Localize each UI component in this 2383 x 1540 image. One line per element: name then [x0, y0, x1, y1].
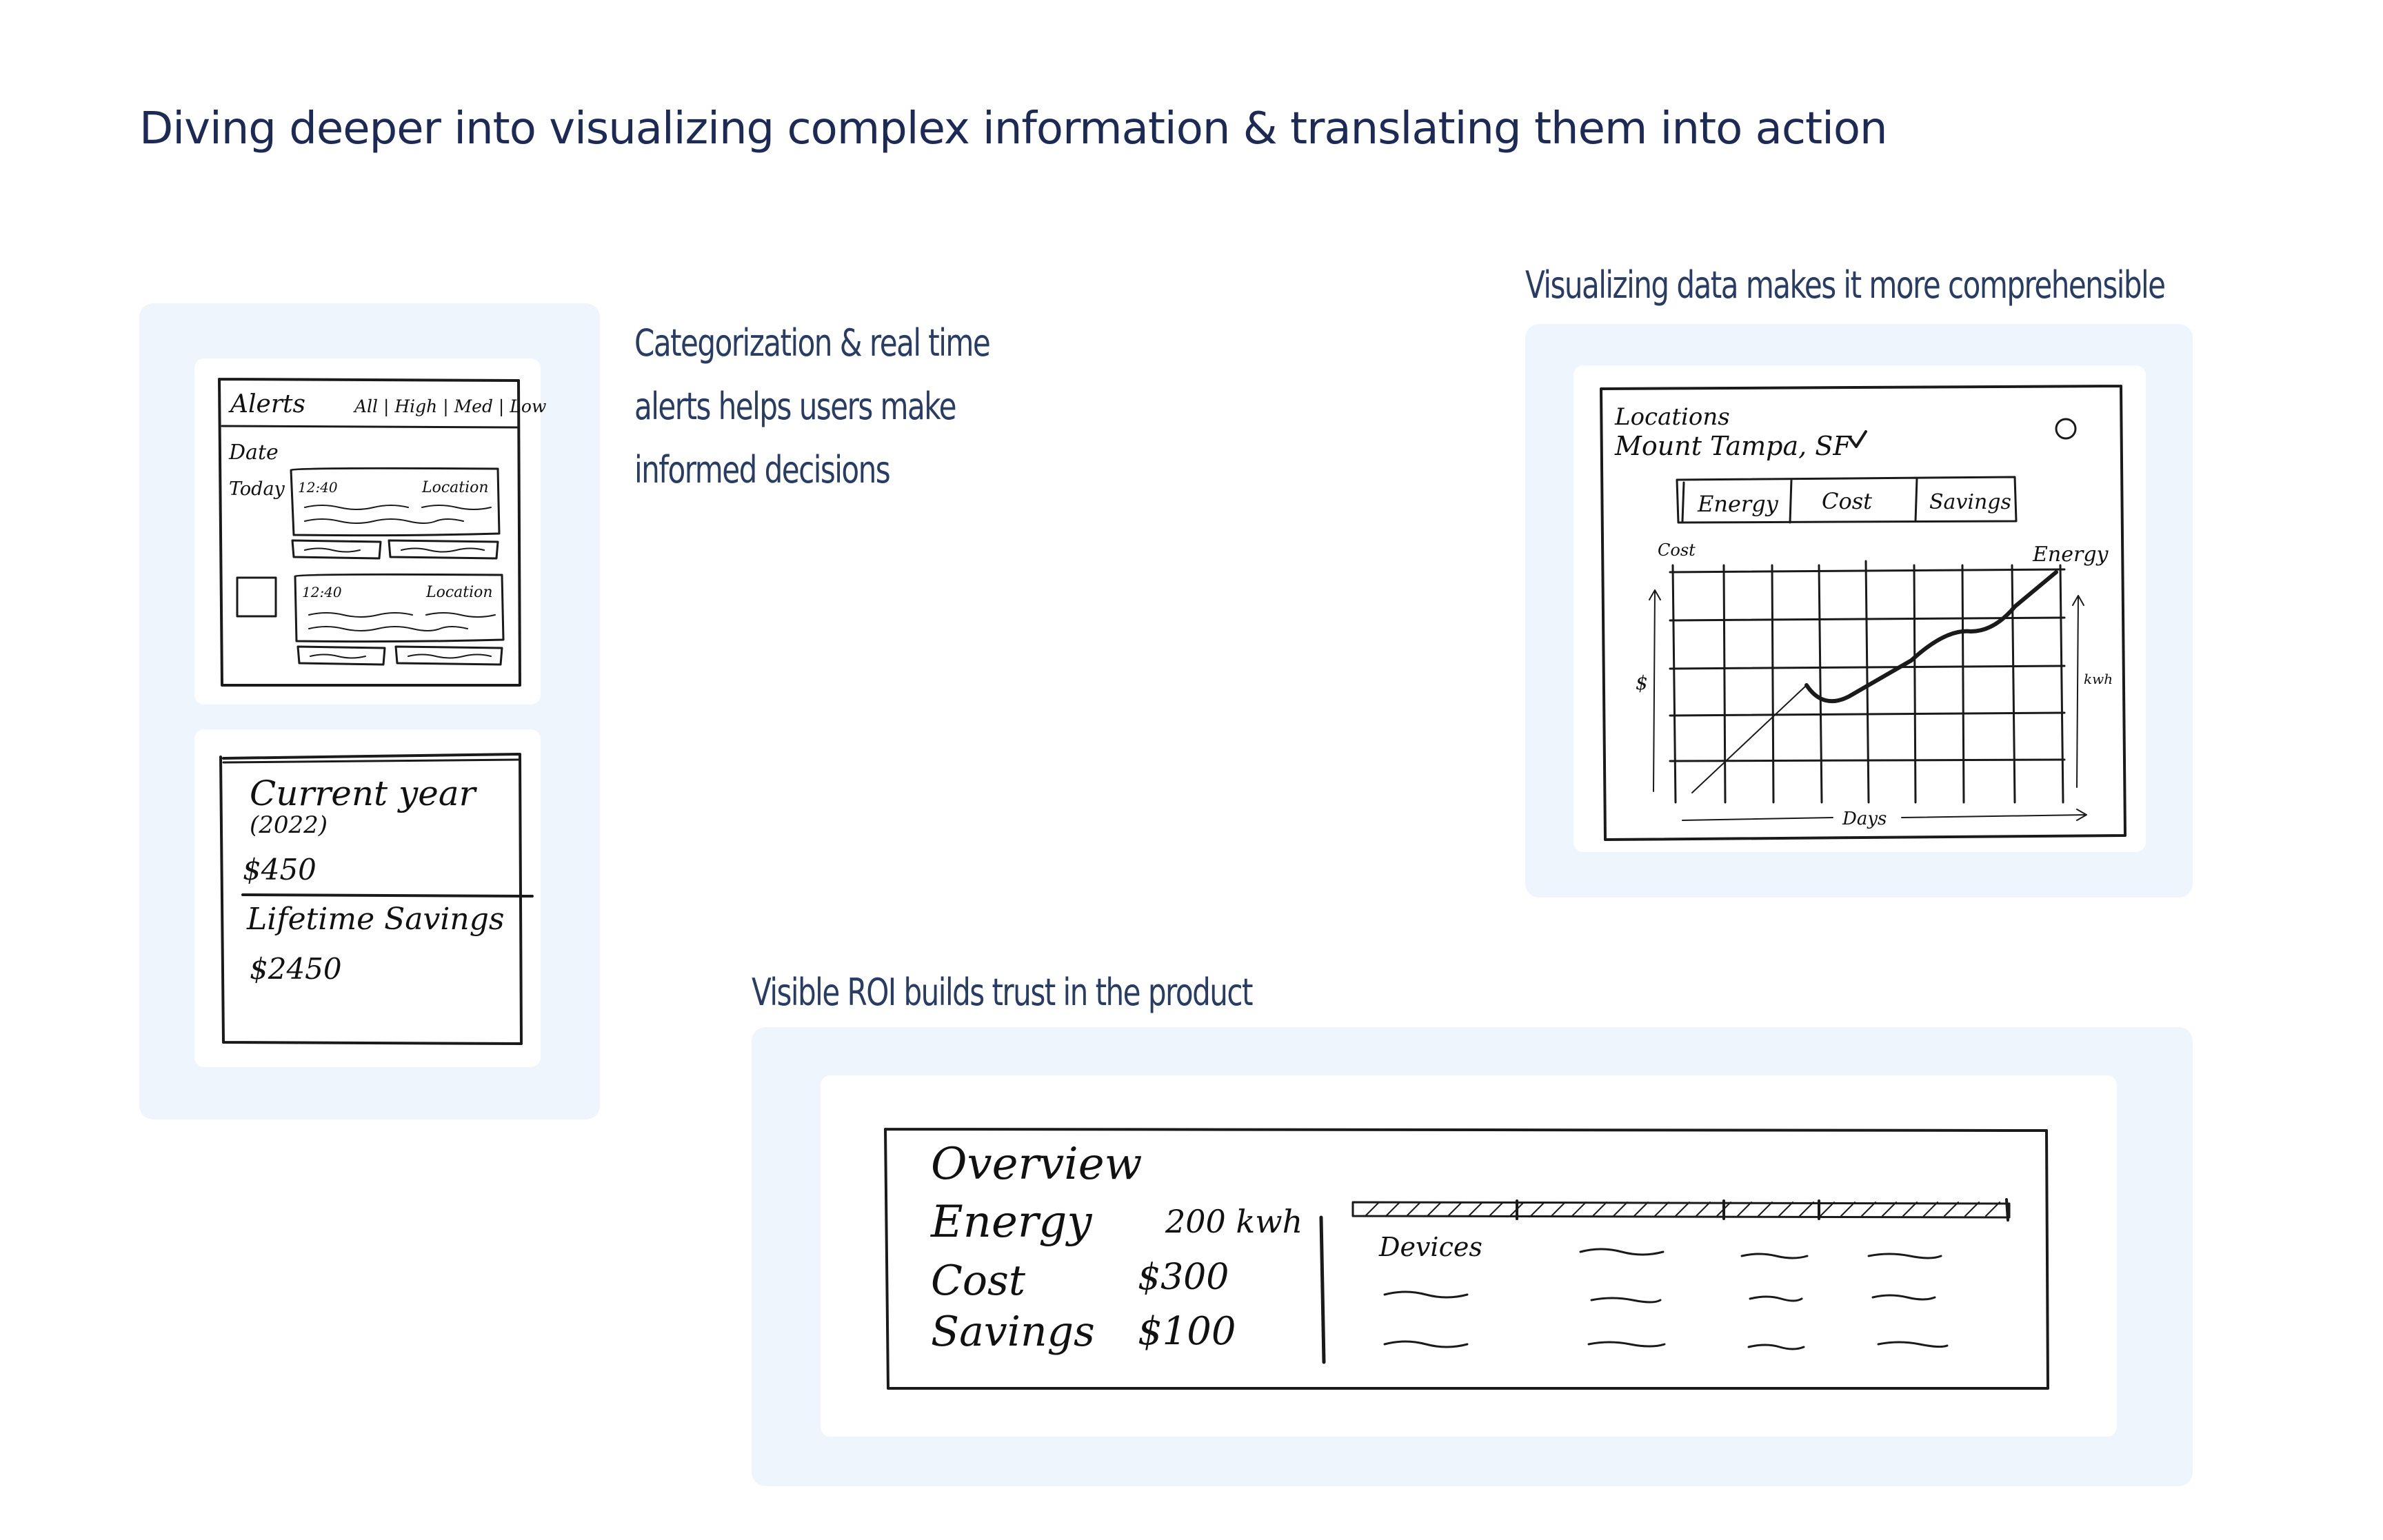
overview-savings-value: $100: [1138, 1309, 1236, 1354]
alert-entry-2: [295, 574, 503, 665]
overview-title: Overview: [931, 1139, 1143, 1190]
chart-grid: [1670, 561, 2064, 802]
chart-right-unit: kwh: [2084, 671, 2113, 687]
alerts-filters: All | High | Med | Low: [354, 396, 547, 416]
chart-right-arrow-icon: [2073, 596, 2084, 787]
caption-visualizing: Visualizing data makes it more comprehensible: [1525, 263, 2165, 307]
chevron-down-icon[interactable]: [1849, 432, 1866, 447]
savings-sketch: [194, 729, 541, 1067]
overview-savings-label: Savings: [931, 1308, 1095, 1356]
caption-alerts-line-2: alerts helps users make: [634, 385, 956, 428]
overview-devices-label: Devices: [1379, 1232, 1482, 1262]
savings-lifetime-label: Lifetime Savings: [247, 902, 505, 937]
alerts-card: [194, 358, 547, 705]
alert-entry-1: [291, 468, 499, 558]
savings-current-year: (2022): [250, 811, 328, 839]
alerts-panel: [139, 303, 600, 1119]
chart-x-label: Days: [1842, 809, 1887, 829]
alert-checkbox[interactable]: [237, 578, 276, 616]
caption-alerts-line-3: informed decisions: [634, 448, 890, 492]
chart-tabs[interactable]: [1677, 477, 2016, 523]
overview-devices-table: [1385, 1249, 1947, 1349]
chart-left-arrow-icon: [1649, 590, 1660, 791]
chart-panel: [1525, 324, 2193, 898]
page-title: Diving deeper into visualizing complex information & translating them into action: [139, 103, 1887, 154]
alerts-today-label: Today: [229, 478, 285, 500]
overview-divider: [1321, 1217, 1324, 1362]
chart-sketch: [1573, 365, 2146, 852]
tab-savings[interactable]: Savings: [1929, 490, 2011, 514]
alert-location: Location: [426, 584, 493, 601]
overview-cost-label: Cost: [931, 1257, 1025, 1305]
savings-current-value: $450: [243, 853, 316, 886]
alert-location: Location: [422, 479, 489, 496]
chart-locations-label: Locations: [1615, 403, 1730, 431]
savings-current-label: Current year: [250, 773, 476, 813]
caption-alerts: [634, 312, 989, 502]
overview-panel: [752, 1027, 2193, 1486]
alert-time: 12:40: [302, 584, 342, 600]
overview-header-bar: [1353, 1199, 2009, 1220]
overview-cost-value: $300: [1138, 1257, 1229, 1298]
chart-trend-line-thin: [1692, 685, 1807, 793]
tab-energy[interactable]: Energy: [1698, 491, 1778, 517]
overview-sketch: [821, 1075, 2117, 1437]
chart-right-axis-title: Energy: [2033, 543, 2109, 567]
chart-left-unit: $: [1636, 671, 1648, 694]
alert-time: 12:40: [298, 479, 338, 496]
overview-energy-label: Energy: [931, 1197, 1092, 1248]
chart-card: [1573, 365, 2146, 852]
chart-locations-value: Mount Tampa, SF: [1615, 431, 1851, 461]
overview-card: [821, 1075, 2117, 1437]
chart-trend-line: [1807, 572, 2056, 701]
caption-alerts-line-1: Categorization & real time: [634, 321, 990, 365]
tab-cost[interactable]: Cost: [1822, 488, 1873, 514]
savings-lifetime-value: $2450: [250, 952, 342, 986]
info-icon[interactable]: [2056, 419, 2075, 438]
savings-card: [194, 729, 541, 1067]
alerts-sketch: [194, 358, 547, 705]
chart-left-axis-title: Cost: [1658, 540, 1696, 560]
alerts-date-label: Date: [229, 440, 279, 465]
overview-energy-value: 200 kwh: [1165, 1203, 1303, 1240]
alerts-title: Alerts: [230, 390, 305, 418]
caption-roi: Visible ROI builds trust in the product: [752, 971, 1252, 1014]
